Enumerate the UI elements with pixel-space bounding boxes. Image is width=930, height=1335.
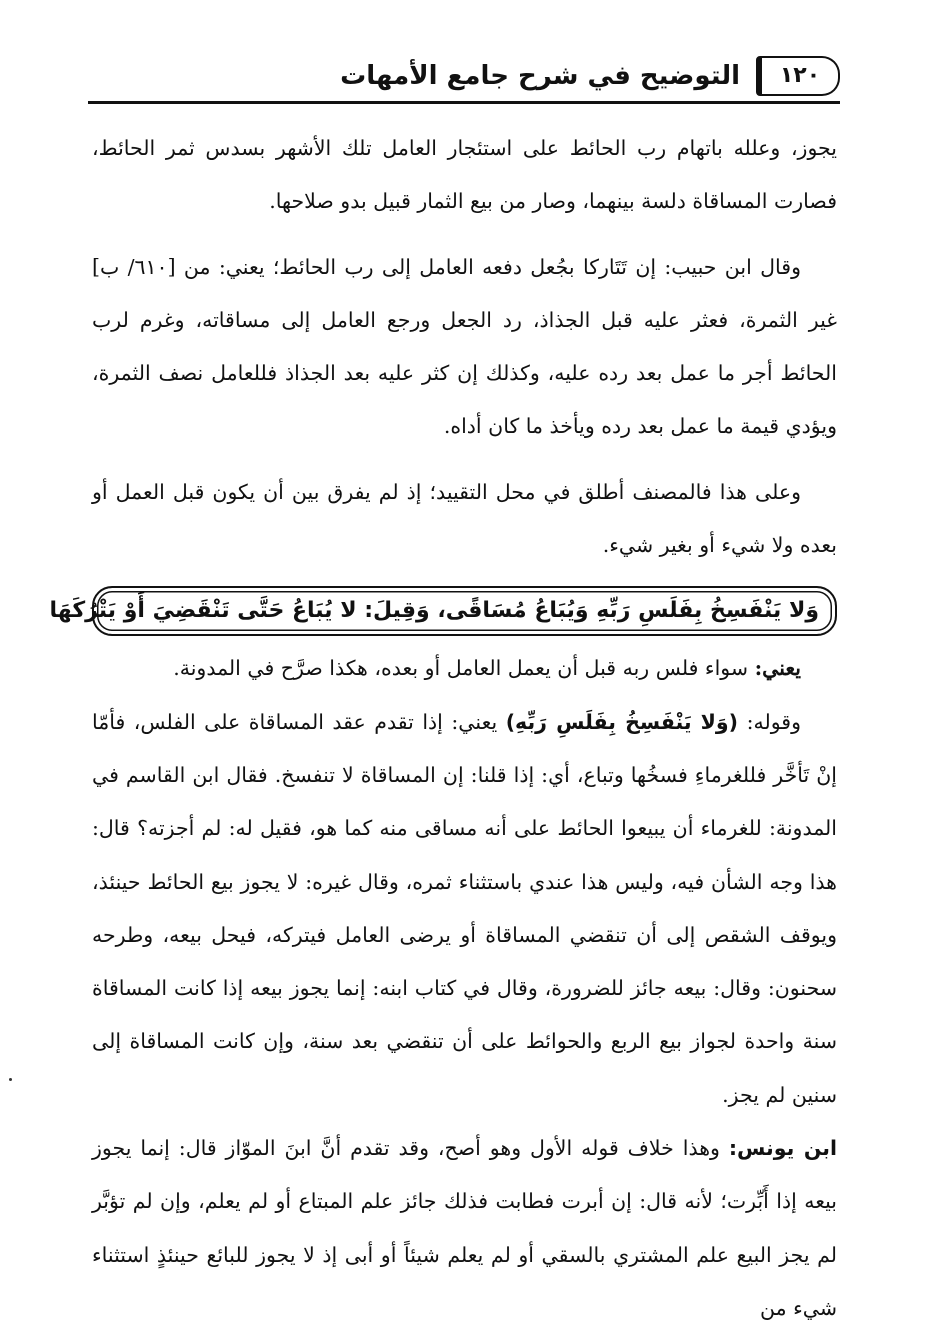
paragraph-6 — [92, 1122, 837, 1335]
paragraph-1: يجوز، وعلله باتهام رب الحائط على استئجار العامل تلك الأشهر بسدس ثمر الحائط، فصارت المساقاة دلسة بينهما، وصار من بيع الثمار قبيل بدو صلاحها. — [92, 136, 837, 214]
paragraph-4 — [92, 642, 837, 695]
paragraph-2: وقال ابن حبيب: إن تَتَاركا بجُعل دفعه العامل إلى رب الحائط؛ يعني: من [٦١٠/ ب] غير الثمرة، فعثر عليه قبل الجذاذ، رد الجعل ورجع العامل إلى مساقاته، وغرم لرب الحائط أجر ما عمل بعد رده عليه، وكذلك إن كثر عليه بعد الجذاذ فللعامل نصف الثمرة، ويؤدي قيمة ما عمل بعد رده ويأخذ ما كان أداه. — [92, 254, 837, 439]
paragraph-6-text: وهذا خلاف قوله الأول وهو أصح، وقد تقدم أنَّ ابنَ الموّاز قال: إنما يجوز بيعه إذا أَبِّرت؛ لأنه قال: إن أبرت فطابت فذلك جائز علم المبتاع أو لم يعلم، وإن لم تؤبَّر لم يجز البيع علم المشتري بالسقي أو لم يعلم شيئاً أو أبى إذ لا يجوز للبائع حينئذٍ استثناء شيء من — [92, 1136, 837, 1320]
book-title: التوضيح في شرح جامع الأمهات — [340, 61, 740, 91]
matn-box: وَلا يَنْفَسِخُ بِفَلَسِ رَبِّهِ وَيُبَاعُ مُسَاقًى، وَقِيلَ: لا يُبَاعُ حَتَّى تَنْقَضِيَ أَوْ يَتْرُكَهَا — [92, 586, 837, 636]
page-number: ١٢٠ — [756, 56, 840, 96]
paragraph-6-lead: ابن يونس: — [728, 1136, 838, 1161]
paragraph-5-pre: وقوله: — [738, 709, 801, 734]
paragraph-4-lead: يعني: — [754, 656, 801, 681]
paragraph-5-quote: (وَلا يَنْفَسِخُ بِفَلَسِ رَبِّهِ) — [505, 709, 739, 734]
page-header — [88, 56, 840, 96]
header-rule — [88, 101, 840, 104]
paragraph-3: وعلى هذا فالمصنف أطلق في محل التقييد؛ إذ لم يفرق بين أن يكون قبل العمل أو بعده ولا شيء أو بغير شيء. — [92, 479, 837, 558]
scan-speck — [9, 1078, 12, 1081]
paragraph-5 — [92, 696, 837, 1122]
body-text — [49, 122, 838, 1335]
paragraph-5-text: يعني: إذا تقدم عقد المساقاة على الفلس، فأمّا إنْ تَأخَّر فللغرماءِ فسخُها وتباع، أي: إذا قلنا: إن المساقاة لا تنفسخ. فقال ابن القاسم في المدونة: للغرماء أن يبيعوا الحائط على أنه مساقى منه كما هو، فقيل له: لم أجزته؟ قال: هذا وجه الشأن فيه، وليس هذا عندي باستثناء ثمره، وقال غيره: لا يجوز بيع الحائط حينئذ، ويوقف الشقص إلى أن تنقضي المساقاة أو يرضى العامل فيتركه، فيحل بيعه، وطرحه سحنون: وقال: بيعه جائز للضرورة، وقال في كتاب ابنه: إنما يجوز بيعه إذا كانت المساقاة سنة واحدة لجواز بيع الربع والحوائط على أن تنقضي بعد سنة، وإن كانت المساقاة إلى سنين لم يجز. — [92, 709, 837, 1107]
paragraph-4-text: سواء فلس ربه قبل أن يعمل العامل أو بعده، هكذا صرَّح في المدونة. — [173, 656, 755, 681]
